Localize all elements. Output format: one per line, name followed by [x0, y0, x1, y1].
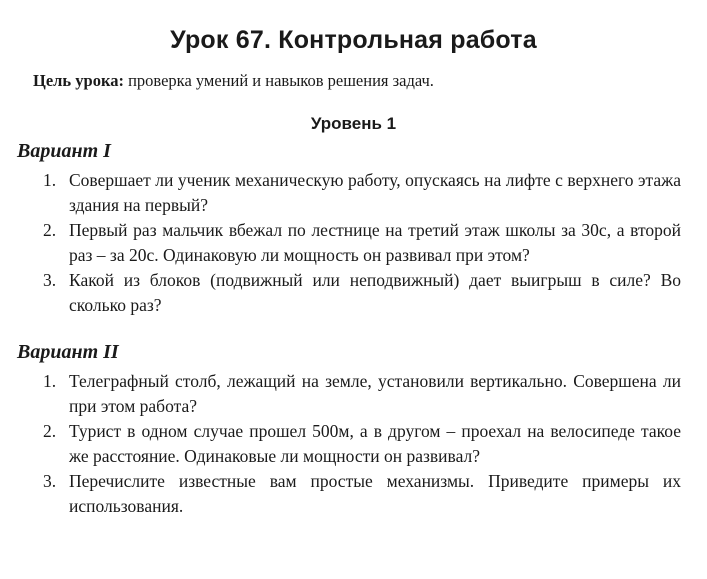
task-text: Какой из блоков (подвижный или неподвижный) дает выигрыш в силе? Во сколько раз? [69, 270, 681, 315]
lesson-goal [33, 71, 434, 91]
task-number: 2. [43, 421, 57, 441]
variant-2-task-list [0, 369, 707, 519]
task-number: 3. [43, 471, 57, 491]
task-text: Перечислите известные вам простые механизмы. Приведите примеры их использования. [69, 471, 681, 516]
level-heading: Уровень 1 [310, 114, 397, 133]
task-item [43, 419, 681, 469]
task-text: Первый раз мальчик вбежал по лестнице на третий этаж школы за 30с, а второй раз – за 20с. Одинаковую ли мощность он развивал при этом? [69, 220, 681, 265]
task-number: 2. [43, 220, 57, 240]
task-text: Совершает ли ученик механическую работу, опускаясь на лифте с верхнего этажа здания на первый? [69, 170, 681, 215]
task-item [43, 218, 681, 268]
variant-1-heading: Вариант I [17, 140, 111, 162]
task-item [43, 168, 681, 218]
task-item [43, 469, 681, 519]
task-number: 1. [43, 371, 57, 391]
lesson-goal-text: проверка умений и навыков решения задач. [123, 71, 434, 90]
task-item [43, 369, 681, 419]
task-text: Телеграфный столб, лежащий на земле, установили вертикально. Совершена ли при этом работа? [69, 371, 681, 416]
task-number: 1. [43, 170, 57, 190]
task-text: Турист в одном случае прошел 500м, а в другом – проехал на велосипеде такое же расстояние. Одинаковые ли мощности он развивал? [69, 421, 681, 466]
page-title: Урок 67. Контрольная работа [170, 26, 537, 54]
variant-1-task-list [0, 168, 707, 318]
task-item [43, 268, 681, 318]
task-number: 3. [43, 270, 57, 290]
lesson-goal-label: Цель урока: [33, 71, 124, 90]
variant-2-heading: Вариант II [17, 341, 119, 363]
